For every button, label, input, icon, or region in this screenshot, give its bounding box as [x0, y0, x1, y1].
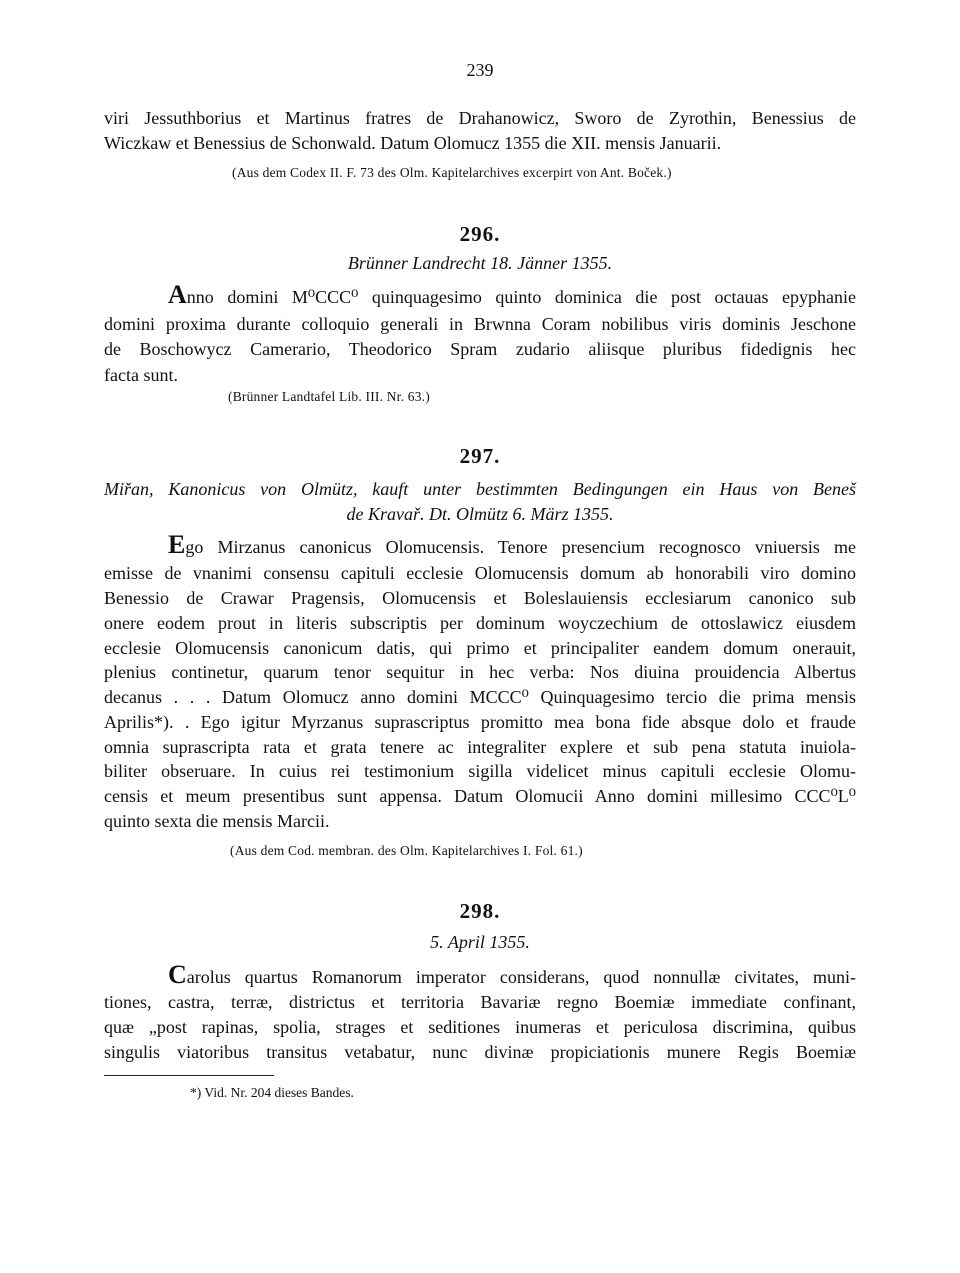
text-line: tiones, castra, terræ, districtus et territoria Bavariæ regno Boemiæ immediate confinant, [104, 992, 856, 1012]
footnote-rule [104, 1075, 274, 1076]
source-note: (Aus dem Codex II. F. 73 des Olm. Kapitelarchives excerpirt von Ant. Boček.) [232, 165, 672, 180]
text-line-body: arolus quartus Romanorum imperator considerans, quod nonnullæ civitates, muni- [186, 967, 856, 987]
document-number: 298. [459, 899, 501, 923]
document-number: 297. [459, 444, 501, 468]
text-line-body: nno domini M⁰CCC⁰ quinquagesimo quinto dominica die post octauas epyphanie [186, 287, 856, 307]
text-line: biliter obseruare. In cuius rei testimonium sigilla videlicet minus capituli ecclesie Olomu- [104, 761, 856, 781]
text-line: domini proxima durante colloquio generali in Brwnna Coram nobilibus viris dominis Jeschone [104, 314, 856, 334]
text-line [168, 530, 856, 559]
page-number: 239 [466, 60, 494, 80]
text-line: facta sunt. [104, 365, 178, 385]
text-line: de Boschowycz Camerario, Theodorico Spram zudario aliisque pluribus fidedignis hec [104, 339, 856, 359]
document-heading: Miřan, Kanonicus von Olmütz, kauft unter bestimmten Bedingungen ein Haus von Beneš [104, 479, 856, 499]
document-heading: Brünner Landrecht 18. Jänner 1355. [347, 253, 613, 273]
document-heading: de Kravař. Dt. Olmütz 6. März 1355. [346, 504, 614, 524]
initial-letter: E [168, 530, 186, 559]
initial-letter: C [168, 960, 187, 989]
text-line: viri Jessuthborius et Martinus fratres de Drahanowicz, Sworo de Zyrothin, Benessius de [104, 108, 856, 128]
text-line: singulis viatoribus transitus vetabatur, nunc divinæ propiciationis munere Regis Boemiæ [104, 1042, 856, 1062]
text-line: Benessio de Crawar Pragensis, Olomucensis et Boleslauiensis ecclesiarum canonico sub [104, 588, 856, 608]
document-number: 296. [459, 222, 501, 246]
text-line: onere eodem prout in literis subscriptis per dominum woyczechium de ottoslawicz eiusdem [104, 613, 856, 633]
text-line: Wiczkaw et Benessius de Schonwald. Datum Olomucz 1355 die XII. mensis Januarii. [104, 133, 722, 153]
document-heading: 5. April 1355. [430, 932, 530, 952]
text-line [168, 960, 856, 989]
source-note: (Brünner Landtafel Lib. III. Nr. 63.) [228, 389, 430, 404]
source-note: (Aus dem Cod. membran. des Olm. Kapitelarchives I. Fol. 61.) [230, 843, 583, 858]
initial-letter: A [168, 280, 187, 309]
text-line: decanus . . . Datum Olomucz anno domini MCCC⁰ Quinquagesimo tercio die prima mensis [104, 687, 856, 707]
text-line: Aprilis*). . Ego igitur Myrzanus suprascriptus promitto mea bona fide absque dolo et fraude [104, 712, 856, 732]
text-line: censis et meum presentibus sunt appensa. Datum Olomucii Anno domini millesimo CCC⁰L⁰ [104, 786, 856, 806]
text-line: quinto sexta die mensis Marcii. [104, 811, 330, 831]
text-line-body: go Mirzanus canonicus Olomucensis. Tenore presencium recognosco vniuersis me [185, 537, 856, 557]
text-line [168, 280, 856, 309]
text-line: emisse de vnanimi consensu capituli ecclesie Olomucensis domum ab honorabili viro domino [104, 563, 856, 583]
text-line: ecclesie Olomucensis canonicum datis, qui primo et principaliter eandem domum onerauit, [104, 638, 856, 658]
footnote: *) Vid. Nr. 204 dieses Bandes. [190, 1085, 354, 1100]
text-line: quæ „post rapinas, spolia, strages et seditiones inumeras et periculosa discrimina, quibus [104, 1017, 856, 1037]
text-line: omnia suprascripta rata et grata tenere ac integraliter explere et sub pena statuta inuiola- [104, 737, 856, 757]
text-line: plenius continetur, quarum tenor sequitur in hec verba: Nos diuina prouidencia Albertus [104, 662, 856, 682]
